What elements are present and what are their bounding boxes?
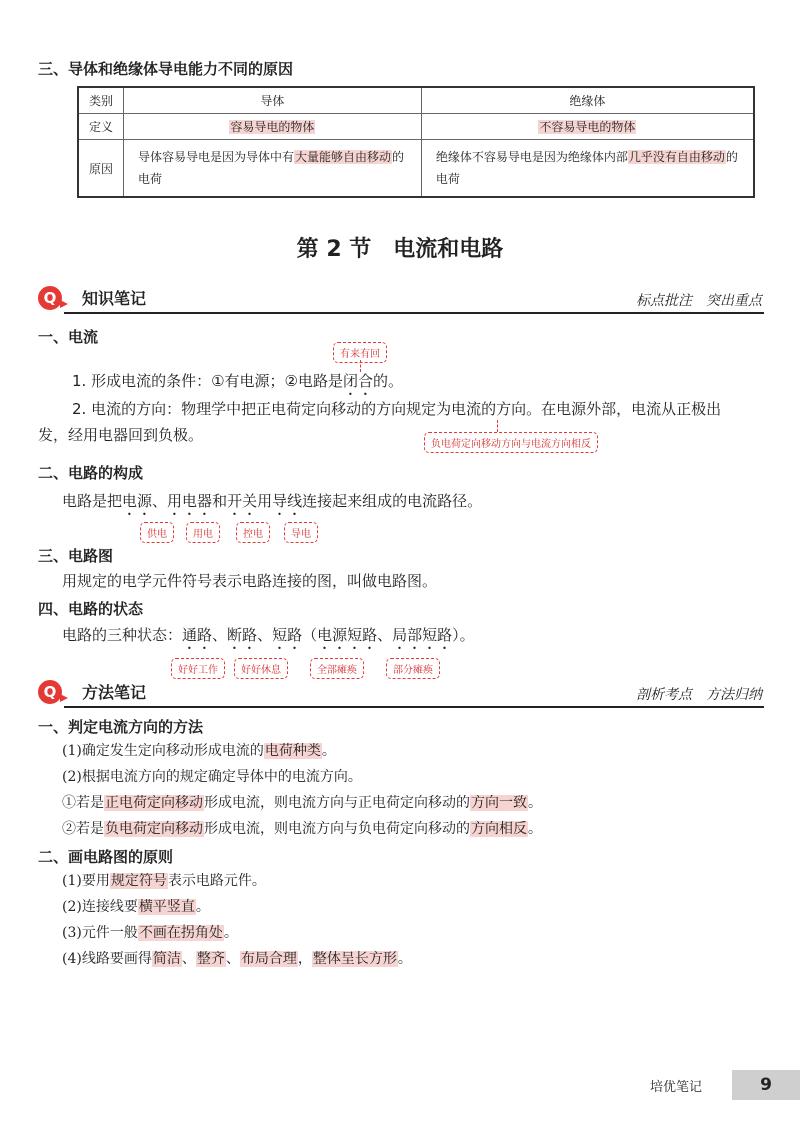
text: 。 — [528, 795, 542, 811]
emphasized-text: 电源 — [122, 492, 153, 510]
highlighted-text: 不画在拐角处 — [138, 925, 223, 941]
highlighted-text: 规定符号 — [110, 873, 167, 889]
annotation-bubble: 供电 — [140, 522, 174, 543]
chapter-title: 第 2 节 电流和电路 — [296, 237, 504, 262]
highlighted-text: 方向相反 — [471, 821, 527, 837]
header-cell: 类别 — [78, 87, 124, 114]
text: 。 — [321, 743, 336, 759]
paragraph — [62, 622, 475, 653]
text: 用 — [257, 492, 273, 510]
highlighted-text: 电荷种类 — [264, 743, 321, 759]
paragraph — [72, 396, 762, 422]
header-cell: 绝缘体 — [421, 87, 754, 114]
annotation-bubble: 全部瘫痪 — [310, 658, 364, 679]
emphasized-text: 导线 — [272, 492, 303, 510]
highlighted-text: 整齐 — [196, 951, 225, 967]
subsection-title: 二、画电路图的原则 — [38, 848, 174, 866]
list-item: (2)根据电流方向的规定确定导体中的电流方向。 — [62, 769, 362, 785]
subsection-title: 三、电路图 — [38, 547, 114, 565]
annotation-bubble: 有来有回 — [333, 342, 387, 363]
annotation-bubble: 好好休息 — [234, 658, 288, 679]
list-item — [62, 816, 542, 842]
annotation-bubble: 好好工作 — [171, 658, 225, 679]
cell-text: 容易导电的物体 — [230, 120, 315, 134]
text: 。 — [528, 821, 542, 837]
annotation-bubble: 控电 — [236, 522, 270, 543]
text: ②若是 — [62, 821, 104, 837]
text: (3)元件一般 — [62, 925, 138, 941]
cell-text: 导体容易导电是因为导体中有 — [138, 150, 295, 164]
q-badge-icon: Q — [38, 286, 62, 310]
highlighted-text: 几乎没有自由移动 — [628, 150, 725, 164]
knowledge-section-header — [38, 284, 764, 314]
subsection-title: 四、电路的状态 — [38, 600, 144, 618]
text: 。 — [397, 951, 412, 967]
text: 、 — [257, 626, 273, 644]
highlighted-text: 大量能够自由移动 — [295, 150, 392, 164]
table-row — [78, 140, 754, 198]
text: 电路的三种状态： — [62, 626, 183, 644]
list-item — [62, 920, 238, 946]
paragraph-continuation: 发，经用电器回到负极。 — [38, 426, 204, 444]
emphasized-text: 局部短路 — [392, 626, 453, 644]
annotation-bubble: 导电 — [284, 522, 318, 543]
table-cell — [124, 114, 422, 140]
footer-book-title: 培优笔记 — [650, 1080, 703, 1095]
comparison-table — [77, 86, 755, 198]
paragraph: 用规定的电学元件符号表示电路连接的图，叫做电路图。 — [62, 572, 438, 590]
emphasized-text: 电源短路 — [317, 626, 378, 644]
row-label: 定义 — [78, 114, 124, 140]
emphasized-text: 闭合 — [342, 372, 373, 390]
text: 表示电路元件。 — [167, 873, 266, 889]
list-item — [62, 894, 210, 920]
subsection-title: 一、电流 — [38, 328, 99, 346]
highlighted-text: 整体呈长方形 — [312, 951, 397, 967]
table-cell — [421, 140, 754, 198]
subsection-title: 一、判定电流方向的方法 — [38, 718, 204, 736]
q-badge-icon: Q — [38, 680, 62, 704]
text: 。 — [223, 925, 238, 941]
emphasized-text: 用电器 — [167, 492, 213, 510]
text: 1. 形成电流的条件：①有电源；②电路是 — [72, 372, 343, 390]
method-section-header — [38, 678, 764, 708]
annotation-bubble: 部分瘫痪 — [386, 658, 440, 679]
divider — [64, 706, 764, 708]
text: ）。 — [452, 626, 475, 644]
text: 、 — [152, 492, 168, 510]
highlighted-text: 横平竖直 — [138, 899, 195, 915]
section-header-title: 方法笔记 — [82, 683, 147, 702]
list-item — [62, 738, 336, 764]
text: 2. 电流的方向：物理学中把正电荷定向移动的方向规定为电流的方向。在电源外部，电流从正极出 — [72, 400, 722, 418]
highlighted-text: 布局合理 — [240, 951, 297, 967]
text: 形成电流，则电流方向与正电荷定向移动的 — [204, 795, 470, 811]
divider — [64, 312, 764, 314]
row-label: 原因 — [78, 140, 124, 198]
table-row — [78, 114, 754, 140]
emphasized-text: 通路 — [182, 626, 213, 644]
annotation-connector — [497, 420, 498, 432]
cell-text: 不容易导电的物体 — [539, 120, 636, 134]
emphasized-text: 开关 — [227, 492, 258, 510]
highlighted-text: 方向一致 — [471, 795, 527, 811]
cell-text: 的电荷 — [435, 150, 738, 186]
section-header-title: 知识笔记 — [82, 289, 147, 308]
text: 、 — [225, 951, 240, 967]
page-number: 9 — [732, 1070, 800, 1100]
text: (4)线路要画得 — [62, 951, 152, 967]
text: 、 — [212, 626, 228, 644]
text: 的。 — [373, 372, 404, 390]
text: (1)确定发生定向移动形成电流的 — [62, 743, 264, 759]
annotation-bubble: 用电 — [186, 522, 220, 543]
paragraph — [72, 368, 403, 399]
list-item — [62, 868, 266, 894]
text: ①若是 — [62, 795, 104, 811]
text: ， — [297, 951, 312, 967]
highlighted-text: 正电荷定向移动 — [105, 795, 203, 811]
text: 和 — [212, 492, 228, 510]
cell-text: 绝缘体不容易导电是因为绝缘体内部 — [435, 150, 628, 164]
emphasized-text: 短路 — [272, 626, 303, 644]
subsection-title: 二、电路的构成 — [38, 464, 144, 482]
paragraph — [62, 488, 482, 519]
text: (1)要用 — [62, 873, 110, 889]
header-cell: 导体 — [124, 87, 422, 114]
text: 电路是把 — [62, 492, 123, 510]
section-header-tagline: 标点批注 突出重点 — [636, 293, 762, 309]
cell-text: 的电荷 — [138, 150, 405, 186]
text: (2)连接线要 — [62, 899, 138, 915]
table-cell — [124, 140, 422, 198]
text: 、 — [377, 626, 393, 644]
text: 连接起来组成的电流路径。 — [302, 492, 483, 510]
emphasized-text: 断路 — [227, 626, 258, 644]
table-cell — [421, 114, 754, 140]
table-header-row — [78, 87, 754, 114]
text: （ — [302, 626, 318, 644]
text: 。 — [195, 899, 210, 915]
annotation-bubble: 负电荷定向移动方向与电流方向相反 — [424, 432, 598, 453]
highlighted-text: 负电荷定向移动 — [105, 821, 203, 837]
highlighted-text: 简洁 — [152, 951, 181, 967]
section-header-tagline: 剖析考点 方法归纳 — [636, 687, 762, 703]
text: 、 — [181, 951, 196, 967]
list-item — [62, 790, 542, 816]
text: 形成电流，则电流方向与负电荷定向移动的 — [204, 821, 470, 837]
section-title: 三、导体和绝缘体导电能力不同的原因 — [38, 60, 294, 78]
list-item — [62, 946, 412, 972]
